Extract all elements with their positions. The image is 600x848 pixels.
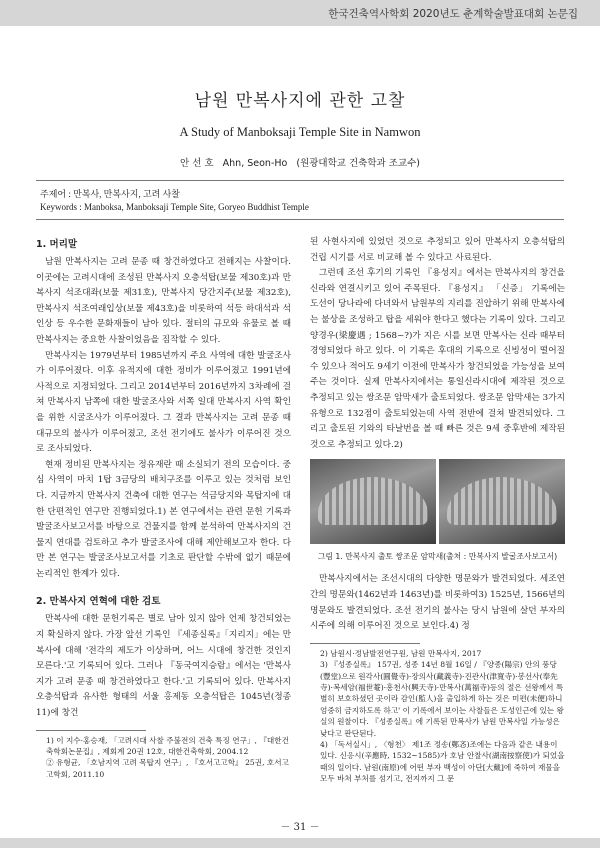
page-number: － 31 －	[280, 822, 320, 833]
left-column	[36, 235, 291, 780]
right-column	[310, 235, 565, 785]
roof-tile-photo-left	[310, 459, 436, 544]
footnote: 2) 남원시·정남발전연구원, 남원 만복사지, 2017	[320, 648, 482, 658]
journal-header-text: 한국건축역사학회 2020년도 춘계학술발표대회 논문집	[328, 8, 578, 20]
paper-subtitle: A Study of Manboksaji Temple Site in Namwon	[179, 125, 421, 139]
author-line	[0, 155, 600, 169]
footnote-rule	[310, 643, 420, 644]
author-affiliation: (원광대학교 건축학과 조교수)	[296, 158, 420, 169]
footnote: 1) 이 지수·홍승재, 「고려시대 사찰 주불전의 건축 특징 연구」, 『대한건축학회논문집』, 제회계 20권 12호, 대한건축학회, 2004.12	[46, 735, 289, 757]
body-paragraph: 만복사지에서는 조선시대의 다양한 명문와가 발견되었다. 세조연간의 명문와(1462년과 1463년)를 비롯하여3) 1525년, 1566년의 명문와도 발견되었다. 조선 전기의 불사는 당시 남원에 살던 부자의 시주에 의해 이루어진 것으로 보인다.4) 정	[310, 574, 565, 632]
paper-title: 남원 만복사지에 관한 고찰	[194, 91, 406, 111]
figure-caption: 그림 1. 만복사지 출토 쌍조문 암막새(출처 : 만복사지 발굴조사보고서)	[317, 552, 558, 562]
roof-tile-photo-right	[439, 459, 565, 544]
body-paragraph: 된 사현사지에 있었던 것으로 추정되고 있어 만복사지 오층석탑의 건립 시기를 서로 비교해 볼 수 있다고 사료된다.	[310, 237, 565, 263]
author-eng-name: Ahn, Seon-Ho	[222, 158, 288, 169]
author-kor-name: 안 선 호	[180, 158, 214, 169]
footnote: 3) 『성종실록』 157권, 성종 14년 8월 16일 / 『양종(陽宗) 안의 풍당(豐堂)으로 원각사(圓覺寺)·장의사(藏義寺)·진관사(津寬寺)·봉선사(奉先寺)·복세암(福世菴)·흥천사(興天寺)·만복사(萬福寺)등의 절은 선왕께서 특별히 보호하셨던 곳이라 감인(監人)을 출입하게 하는 것은 미편(未便)하니 엄중히 금지하도록 하고' 이 기록에서 보이는 사찰들은 도성인근에 있는 왕실의 원찰이다. 『성종실록』에 기록된 만복사가 남원 만복사일 가능성은 낮다고 판단된다.	[320, 660, 564, 738]
keywords-eng: Keywords : Manboksa, Manboksaji Temple Site, Goryeo Buddhist Temple	[40, 202, 309, 212]
section-heading-history: 2. 만복사지 연혁에 대한 검토	[36, 596, 161, 608]
journal-header-bar	[0, 0, 600, 26]
section-heading-intro: 1. 머리말	[36, 239, 78, 250]
body-paragraph: 만복사에 대한 문헌기록은 별로 남아 있지 않아 언제 창건되었는지 확실하지 않다. 가장 앞선 기록인 『세종실록』「지리지」에는 만복사에 대해 '전각의 제도가 이상하며, 어느 시대에 창건한 것인지 모른다.'고 기록되어 있다. 그러나 『동국여지승람』에서는 '만복사지가 고려 문종 때 창건하였다고 한다.'고 기록되어 있다. 만복사지오층석탑과 유사한 형태의 서울 홍제동 오층석탑은 1045년(정종 11)에 창건	[36, 614, 291, 719]
footer-bar	[0, 838, 600, 848]
keywords-kor: 주제어 : 만복사, 만복사지, 고려 사찰	[40, 189, 180, 199]
footnote-rule	[36, 730, 146, 731]
keywords-box	[36, 180, 564, 220]
body-paragraph: 만복사지는 1979년부터 1985년까지 주요 사역에 대한 발굴조사가 이루어졌다. 이후 유적지에 대한 정비가 이루어졌고 1991년에 사적으로 지정되었다. 그리고 2014년부터 2016년까지 3차례에 걸쳐 만복사지 남쪽에 대한 발굴조사와 서쪽 일대 만복사지 사역 확인을 위한 시굴조사가 이루어졌다. 그 결과 만복사지는 고려 문종 때 대규모의 불사가 이루어졌고, 조선 전기에도 불사가 이루어진 것으로 조사되었다.	[36, 350, 291, 455]
figure-roof-tiles	[310, 459, 565, 547]
body-paragraph: 남원 만복사지는 고려 문종 때 창건하였다고 전해지는 사찰이다. 이곳에는 고려시대에 조성된 만복사지 오층석탑(보물 제30호)과 만복사지 석조대좌(보물 제31호), 만복사지 당간지주(보물 제32호), 만복사지 석조여래입상(보물 제43호)을 비롯하여 석등 하대석과 석인상 등 우수한 문화재들이 남아 있다. 절터의 규모와 유물로 볼 때 만복사지는 중요한 사찰이었음을 짐작할 수 있다.	[36, 257, 291, 345]
body-paragraph: 그런데 조선 후기의 기록인 『용성지』에서는 만복사지의 창건을 신라와 연결시키고 있어 주목된다. 『용성지』 「신증」 기록에는 도선이 당나라에 다녀와서 남원부의 지리를 진압하기 위해 만복사에는 불상을 조성하고 탑을 세워야 한다고 했다는 기록이 있다. 그리고 양경우(梁慶遇 ; 1568~?)가 지은 시를 보면 만복사는 신라 때부터 경영되었다 하고 있다. 이 기록은 후대의 기록으로 신빙성이 떨어질 수 있으나 적어도 9세기 이전에 만복사가 창건되었을 가능성을 보여주는 것이다. 실제 만복사지에서는 통일신라시대에 제작된 것으로 추정되고 있는 쌍조문 암막새가 출토되었다. 쌍조문 암막새는 3가지 유형으로 132점이 출토되었는데 사역 전반에 걸쳐 발견되었다. 그리고 출토된 기와의 타날번을 볼 때 빠른 것은 9세 중후반에 제작된 것으로 추정되고 있다.2)	[310, 268, 565, 450]
footnote: ② 유형균, 「호남지역 고려 목탑지 연구」, 『호서고고학』 25권, 호서고고학회, 2011.10	[46, 758, 289, 779]
body-paragraph: 현재 정비된 만복사지는 정유재란 때 소실되기 전의 모습이다. 중심 사역이 마치 1탑 3금당의 배치구조를 이루고 있는 것처럼 보인다. 지금까지 만복사지 건축에 대한 연구는 석금당지와 목탑지에 대한 단편적인 연구만 진행되었다.1) 본 연구에서는 관련 문헌 기록과 발굴조사보고서를 바탕으로 건물지를 함께 분석하여 만복사지의 건물지 연대를 검토하고 추가 발굴조사에 대해 제안해보고자 한다. 다만 본 연구는 발굴조사보고서를 기초로 판단할 수밖에 없기 때문에 논리적인 한계가 있다.	[36, 459, 291, 579]
footnote: 4) 「독서실시」, 〈형천〉 제1조 정송(鄭忞)조에는 다음과 같은 내용이 있다. 신응시(辛應時, 1532~1585)가 호남 안찰사(湖南按察使)가 되었을 때의 일이다. 남원(南原)에 어떤 부자 백성이 아단[大戴]에 죽하여 재물을 모두 바쳐 부처를 섬기고, 전지까지 그 문	[320, 739, 565, 784]
